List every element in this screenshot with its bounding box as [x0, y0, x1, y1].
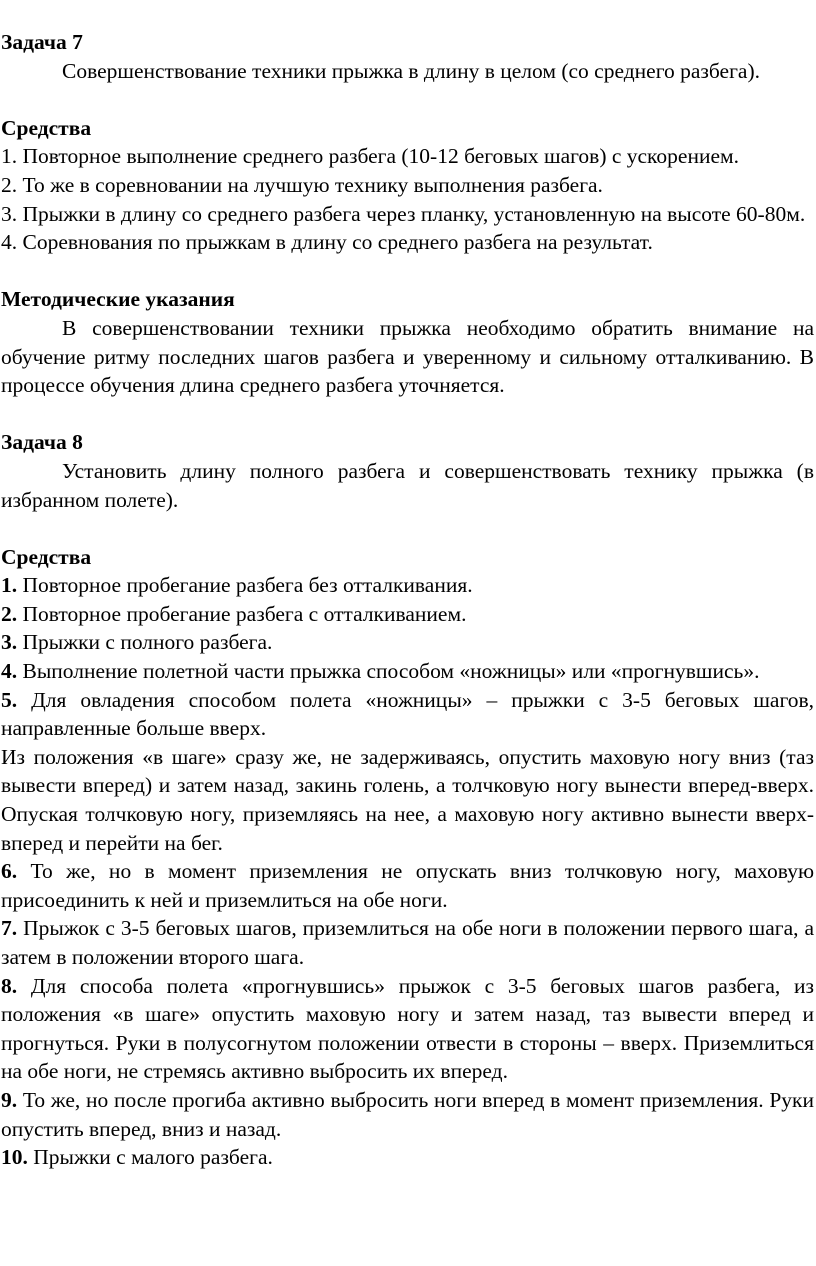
item-text: Прыжок с 3-5 беговых шагов, приземлиться на обе ноги в положении первого шага, а затем в положении второго шага. [1, 916, 815, 969]
list-item [1, 142, 814, 171]
item-number: 4. [1, 230, 18, 255]
item-text: Для овладения способом полета «ножницы» – прыжки с 3-5 беговых шагов, направленные больше вверх. [1, 687, 814, 741]
item-number: 2. [1, 172, 18, 197]
spacer [1, 400, 814, 429]
item-text: То же, но после прогиба активно выбросить ноги вперед в момент приземления. Руки опустить вперед, вниз и назад. [1, 1087, 814, 1141]
list-item [1, 228, 814, 257]
item-text: Повторное пробегание разбега с отталкиванием. [22, 601, 467, 626]
item-number: 4. [1, 659, 18, 684]
item-number: 1. [1, 144, 18, 169]
list-item [1, 914, 814, 971]
spacer [1, 257, 814, 286]
item-number: 3. [1, 201, 18, 226]
item-number: 3. [1, 630, 18, 655]
item-text: Повторное выполнение среднего разбега (10-12 беговых шагов) с ускорением. [22, 144, 739, 169]
list-item [1, 857, 814, 914]
item-number: 6. [1, 859, 18, 884]
task8-means-title: Средства [1, 544, 92, 569]
list-item [1, 171, 814, 200]
list-item [1, 200, 814, 229]
spacer [1, 85, 814, 114]
spacer [1, 514, 814, 543]
item-text: Прыжки в длину со среднего разбега через планку, установленную на высоте 60-80м. [22, 201, 806, 226]
item-text: То же, но в момент приземления не опускать вниз толчковую ногу, маховую присоединить к ней и приземлиться на обе ноги. [1, 859, 815, 912]
item-text: Соревнования по прыжкам в длину со среднего разбега на результат. [22, 230, 653, 255]
task8-intro: Установить длину полного разбега и совершенствовать технику прыжка (в избранном полете). [1, 458, 814, 512]
item-number: 8. [1, 973, 18, 998]
list-item [1, 972, 814, 1086]
item-text: Прыжки с полного разбега. [22, 630, 273, 655]
task8-title: Задача 8 [1, 430, 83, 455]
list-item-paragraph [1, 743, 814, 857]
list-item [1, 571, 814, 600]
list-item [1, 1143, 814, 1172]
list-item [1, 657, 814, 686]
item-text: То же в соревновании на лучшую технику выполнения разбега. [22, 172, 603, 197]
list-item [1, 686, 814, 743]
task7-intro: Совершенствование техники прыжка в длину в целом (со среднего разбега). [62, 58, 760, 83]
item-text: Прыжки с малого разбега. [33, 1145, 273, 1170]
task7-title: Задача 7 [1, 30, 83, 54]
task7-means-list [1, 142, 814, 256]
list-item [1, 600, 814, 629]
item-text: Из положения «в шаге» сразу же, не задерживаясь, опустить маховую ногу вниз (таз вывести вперед) и затем назад, закинь голень, а толчковую ногу вынести вперед-вверх. Опуская толчковую ногу, приземляясь на нее, а маховую ногу активно вынести вверх-вперед и перейти на бег. [1, 744, 814, 855]
list-item [1, 1086, 814, 1143]
item-text: Выполнение полетной части прыжка способом «ножницы» или «прогнувшись». [22, 659, 760, 684]
item-number: 9. [1, 1087, 18, 1112]
task8-means-list [1, 571, 814, 1171]
task7-guidelines-text: В совершенствовании техники прыжка необходимо обратить внимание на обучение ритму последних шагов разбега и уверенному и сильному отталкиванию. В процессе обучения длина среднего разбега уточняется. [1, 315, 814, 398]
task7-guidelines-title: Методические указания [1, 287, 235, 312]
item-number: 7. [1, 916, 18, 941]
task7-means-title: Средства [1, 115, 92, 140]
item-number: 2. [1, 601, 18, 626]
item-number: 1. [1, 573, 18, 598]
item-number: 5. [1, 687, 18, 712]
item-text: Повторное пробегание разбега без отталкивания. [22, 573, 473, 598]
item-number: 10. [1, 1145, 28, 1170]
item-text: Для способа полета «прогнувшись» прыжок с 3-5 беговых шагов разбега, из положения «в шаге» опустить маховую ногу и затем назад, таз вывести вперед и прогнуться. Руки в полусогнутом положении отвести в стороны – вверх. Приземлиться на обе ноги, не стремясь активно выбросить их вперед. [1, 973, 814, 1084]
list-item [1, 628, 814, 657]
